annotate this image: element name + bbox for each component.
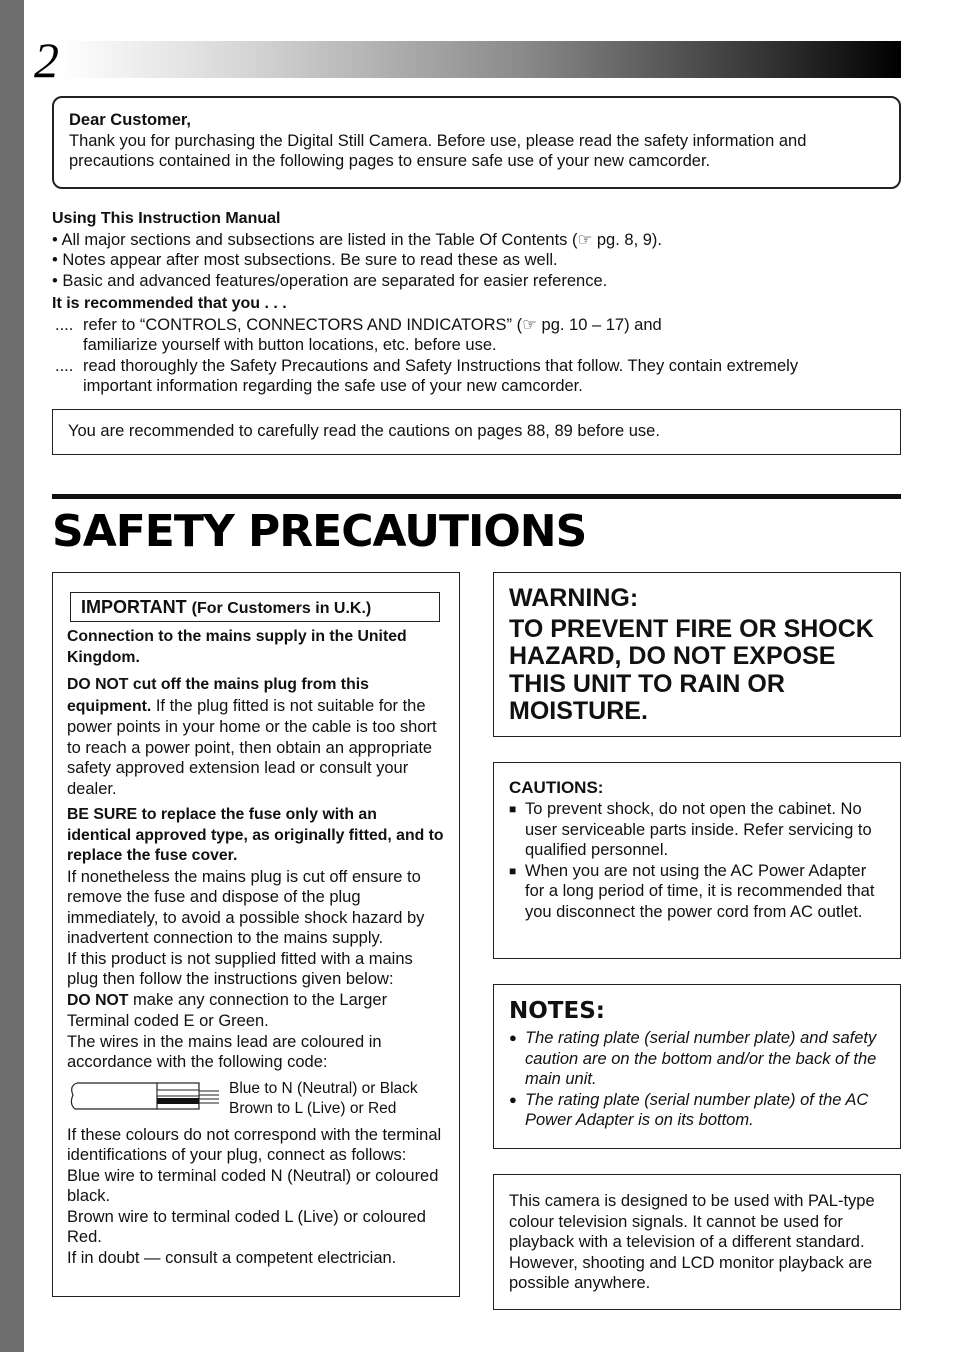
if-colours-paragraph: If these colours do not correspond with the terminal identifications of your plug, connect as follows: (67, 1125, 442, 1164)
caution-text: When you are not using the AC Power Adapter for a long period of time, it is recommended that you disconnect the power cord from AC outlet. (525, 861, 875, 921)
caution-text: To prevent shock, do not open the cabinet. No user serviceable parts inside. Refer servicing to qualified personnel. (525, 800, 872, 859)
manual-bullet: • Basic and advanced features/operation are separated for easier reference. (52, 271, 608, 290)
side-strip (0, 0, 24, 1352)
square-bullet-icon: ■ (509, 863, 517, 878)
note-item (509, 1028, 885, 1090)
note-text: The rating plate (serial number plate) and safety caution are on the bottom and/or the back of the main unit. (525, 1029, 877, 1088)
safety-precautions-title: SAFETY PRECAUTIONS (52, 506, 587, 557)
wires-coloured-paragraph: The wires in the mains lead are coloured in accordance with the following code: (67, 1032, 382, 1071)
blue-wire-paragraph: Blue wire to terminal coded N (Neutral) or coloured black. (67, 1166, 439, 1205)
mains-lead-illustration (67, 1079, 225, 1113)
page-number: 2 (34, 32, 59, 88)
dear-customer-line-2: precautions contained in the following pages to ensure safe use of your new camcorder. (69, 152, 711, 170)
if-nonetheless-paragraph: If nonetheless the mains plug is cut off ensure to remove the fuse and dispose of the plug immediately, to avoid a possible shock hazard by inadvertent connection to the mains supply. (67, 867, 425, 947)
warning-box (493, 572, 901, 737)
warning-label: WARNING: (509, 584, 639, 612)
notes-box (493, 984, 901, 1149)
recommend-note-text: You are recommended to carefully read the cautions on pages 88, 89 before use. (68, 422, 660, 440)
dear-customer-box (52, 96, 901, 189)
round-bullet-icon: ● (509, 1091, 517, 1107)
dear-customer-line-1: Thank you for purchasing the Digital Still Camera. Before use, please read the safety information and (69, 131, 807, 150)
wire-brown-label: Brown to L (Live) or Red (229, 1099, 397, 1117)
recommendation-line: familiarize yourself with button locations, etc. before use. (83, 336, 497, 354)
recommendation-item (52, 356, 902, 397)
header-gradient-bar (60, 41, 901, 78)
safety-title-rule (52, 494, 901, 499)
if-not-supplied-paragraph: If this product is not supplied fitted with a mains plug then follow the instructions given below: (67, 949, 413, 988)
instruction-manual-heading: Using This Instruction Manual (52, 210, 281, 227)
do-not-cut-paragraph (67, 674, 445, 799)
important-label-box (70, 592, 440, 622)
wire-diagram-row (67, 1079, 445, 1119)
note-text: The rating plate (serial number plate) of the AC Power Adapter is on its bottom. (525, 1090, 869, 1129)
pal-note-text: This camera is designed to be used with PAL-type colour television signals. It cannot be used for playback with a television of a different standard. However, shooting and LCD monitor playback are possible anywhere. (509, 1192, 875, 1292)
square-bullet-icon: ■ (509, 802, 517, 816)
manual-bullet: • Notes appear after most subsections. Be sure to read these as well. (52, 251, 558, 269)
pal-note-box (493, 1174, 901, 1310)
be-sure-paragraph: BE SURE to replace the fuse only with an identical approved type, as originally fitted, and to replace the fuse cover. (67, 806, 444, 864)
warning-text: TO PREVENT FIRE OR SHOCK HAZARD, DO NOT EXPOSE THIS UNIT TO RAIN OR MOISTURE. (509, 614, 874, 725)
cautions-box (493, 762, 901, 959)
notes-heading: NOTES: (509, 998, 605, 1024)
recommendation-line: important information regarding the safe use of your new camcorder. (83, 377, 583, 395)
important-subtitle: (For Customers in U.K.) (191, 600, 372, 617)
connection-heading: Connection to the mains supply in the United Kingdom. (67, 628, 407, 666)
caution-item (509, 861, 885, 923)
recommendation-item (52, 315, 902, 356)
recommended-heading: It is recommended that you . . . (52, 295, 287, 312)
do-not-bold: DO NOT (67, 991, 129, 1009)
brown-wire-paragraph: Brown wire to terminal coded L (Live) or coloured Red. (67, 1207, 426, 1246)
round-bullet-icon: ● (509, 1030, 517, 1045)
wire-blue-label: Blue to N (Neutral) or Black (229, 1079, 418, 1097)
do-not-paragraph (67, 990, 445, 1032)
caution-item (509, 799, 885, 861)
important-uk-box (52, 572, 460, 1297)
instruction-manual-section (52, 209, 902, 397)
do-not-rest: make any connection to the Larger Terminal coded E or Green. (67, 990, 388, 1030)
if-in-doubt-paragraph: If in doubt — consult a competent electrician. (67, 1248, 397, 1267)
do-not-cut-bold: DO NOT cut off the mains plug from this equipment. (67, 676, 369, 715)
do-not-cut-rest: If the plug fitted is not suitable for the power points in your home or the cable is too short to reach a power point, then obtain an appropriate safety approved extension lead or consult your dealer. (67, 696, 437, 798)
note-item (509, 1090, 885, 1131)
dear-customer-heading: Dear Customer, (69, 111, 191, 129)
important-title: IMPORTANT (81, 597, 187, 617)
manual-bullet: • All major sections and subsections are listed in the Table Of Contents (☞ pg. 8, 9). (52, 230, 662, 249)
recommend-note-box (52, 409, 901, 455)
cautions-heading: CAUTIONS: (509, 778, 604, 797)
recommendation-line: refer to “CONTROLS, CONNECTORS AND INDICATORS” (☞ pg. 10 – 17) and (83, 315, 662, 334)
recommendation-dots: .... (55, 356, 74, 375)
recommendation-line: read thoroughly the Safety Precautions and Safety Instructions that follow. They contain extremely (83, 356, 799, 375)
recommendation-dots: .... (55, 315, 74, 334)
